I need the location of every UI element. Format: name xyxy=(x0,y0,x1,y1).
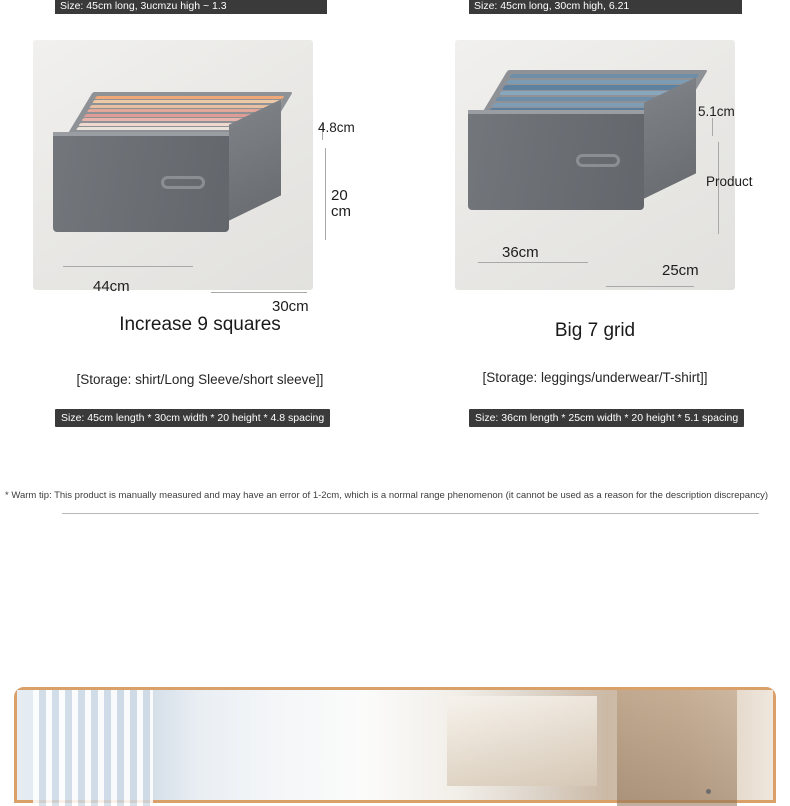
folded-cloth-item xyxy=(89,105,279,108)
top-caption-bar-right: Size: 45cm long, 30cm high, 6.21 xyxy=(469,0,742,14)
dimension-label-width: 25cm xyxy=(662,262,699,279)
product-storage-note: [Storage: leggings/underwear/T-shirt]] xyxy=(482,370,708,385)
curtain-region xyxy=(33,690,153,806)
folded-cloth-item xyxy=(502,85,693,89)
product-spec-bar: Size: 36cm length * 25cm width * 20 height * 5.1 spacing xyxy=(469,409,744,427)
wardrobe-region xyxy=(617,690,737,806)
dimension-label-length: 44cm xyxy=(93,278,130,295)
product-spec-bar: Size: 45cm length * 30cm width * 20 height * 4.8 spacing xyxy=(55,409,330,427)
top-caption-bar-left: Size: 45cm long, 3ucmzu high ~ 1.3 xyxy=(55,0,327,14)
window-region xyxy=(447,696,597,786)
product-panel-9-squares xyxy=(15,30,385,440)
dimension-label-width: 30cm xyxy=(272,298,309,315)
dimension-label-spacing: 4.8cm xyxy=(318,120,355,135)
dimension-line-width xyxy=(606,286,694,287)
dimension-line-width xyxy=(211,292,307,293)
box-handle xyxy=(161,176,205,189)
scroll-indicator-dot xyxy=(706,789,711,794)
product-title: Increase 9 squares xyxy=(119,314,281,335)
dimension-line-spacing xyxy=(712,118,713,136)
dimension-label-length: 36cm xyxy=(502,244,539,261)
dimension-line-height xyxy=(325,148,326,240)
dimension-label-spacing: 5.1cm xyxy=(698,104,735,119)
product-photo-9-squares xyxy=(15,30,385,315)
lifestyle-photo xyxy=(14,687,776,803)
product-panel-7-grid xyxy=(410,30,780,440)
dimension-line-length xyxy=(63,266,193,267)
folded-cloth-item xyxy=(509,74,700,78)
box-handle xyxy=(576,154,620,167)
folded-cloth-item xyxy=(87,109,277,112)
folded-cloth-item xyxy=(95,96,285,99)
dimension-label-height: 20 cm xyxy=(331,187,351,220)
product-photo-7-grid xyxy=(410,30,780,302)
folded-cloth-item xyxy=(505,80,696,84)
product-title: Big 7 grid xyxy=(554,320,636,341)
folded-cloth-item xyxy=(92,100,282,103)
dimension-label-height: Product xyxy=(706,174,753,189)
product-storage-note: [Storage: shirt/Long Sleeve/short sleeve]] xyxy=(76,372,324,387)
warm-tip-text: * Warm tip: This product is manually measured and may have an error of 1-2cm, which is a normal range phenomenon (it cannot be used as a reason for the description discrepancy) xyxy=(5,490,769,501)
dimension-line-length xyxy=(478,262,588,263)
divider-rule xyxy=(62,513,759,514)
